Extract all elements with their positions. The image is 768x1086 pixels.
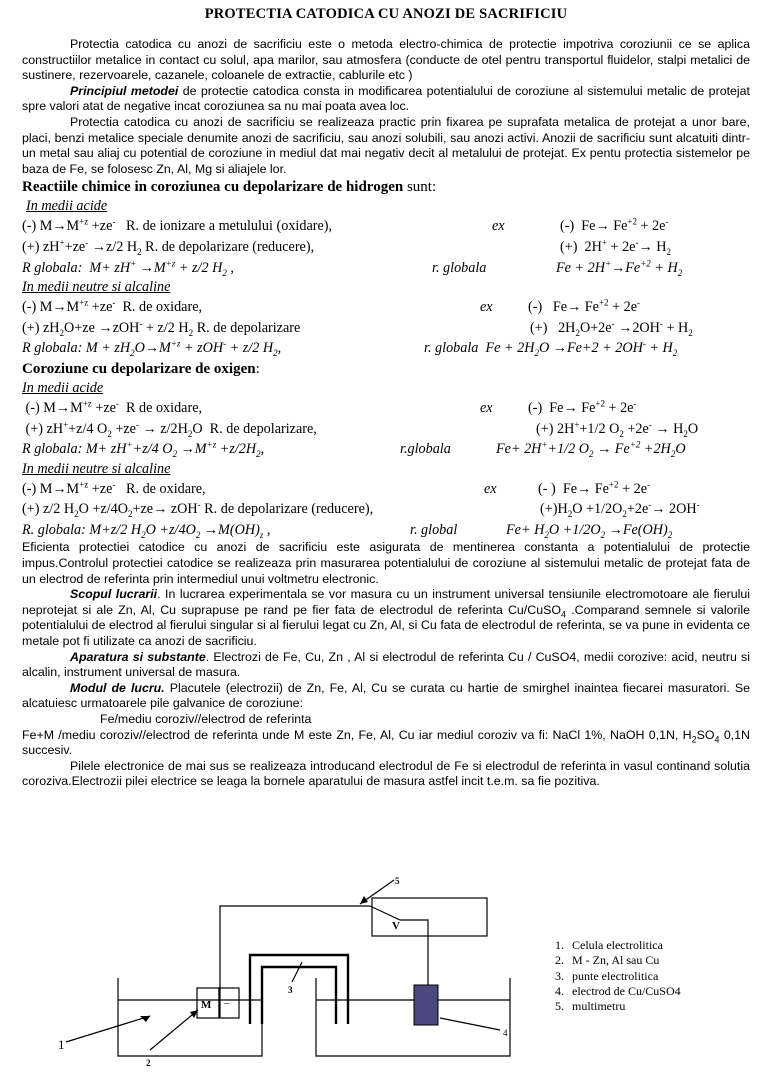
legend-clip: [540, 938, 681, 1013]
page-title: PROTECTIA CATODICA CU ANOZI DE SACRIFICIU: [204, 6, 568, 22]
purpose-text: . In lucrarea experimentala se vor masura cu un instrument universal tensiunile electromotoare ale fierului neprotejat si ale Zn, Al, Cu suprapuse pe rand pe fier fata de electrodul de referinta Cu/CuSO: [22, 587, 751, 617]
principle-text: de protectie catodica consta in modificarea potentialului de coroziune al sistemului metalic de protejat spre valori atat de negative incat coroziunea sa nu mai poata avea loc.: [22, 83, 751, 114]
neutral-media-label-1: In medii neutre si alcaline: [22, 279, 171, 296]
cell-formula-2-sub: 2: [691, 734, 697, 745]
cell-formula-2-mid: SO: [696, 727, 715, 742]
principle-heading: Principiul metodei: [70, 83, 179, 98]
legend-number: 2.: [555, 953, 564, 968]
legend-item: [540, 938, 681, 953]
acid-media-label-2: In medii acide: [22, 379, 104, 396]
callout-1: 1: [58, 1037, 65, 1052]
cell-formula-2-text: Fe+M /mediu coroziv//electrod de referinta unde M este Zn, Fe, Al, Cu iar mediul coroziv va fi: NaCl 1%, NaOH 0,1N, H: [22, 727, 692, 742]
assembly-paragraph: Pilele electronice de mai sus se realizeaza introducand electrodul de Fe si electrodul de referinta in vasul continand solutia coroziva.Electrozii pilei electrice se leaga la bornele aparatului de masura astfel incit t.e.m. sa fie pozitiva.: [22, 758, 750, 789]
legend-text: M - Zn, Al sau Cu: [572, 953, 660, 968]
reaction-line: R globala: M+ zH++z/4 $O_2 \to M^{+z} +z/2H_2$, r.globala Fe+ 2H++1/2 $O_2 \to Fe^{+2} +2H_2O$: [22, 439, 686, 459]
callout-2-line: [150, 1010, 198, 1050]
purpose-text-rest: .Comparand semnele si valorile potentialului de electrod al fierului singular si al fierului legat cu Zn, Al, si Cu fata de electrodul de referinta, se va pune in evidenta ce metale pot fi utilizate ca anozi de sacrificiu.: [22, 602, 750, 649]
reaction-line: (+) $zH_2O+ze \to zOH^- + z/2$ $H_2$ R. de depolarizare (+) $2H_2O+2e^- \to 2OH^- + H_2$: [22, 317, 693, 338]
electrode-m-label: M: [201, 999, 212, 1011]
legend-text: Celula electrolitica: [572, 938, 663, 952]
legend-number: 5.: [555, 999, 564, 1013]
legend-item: [540, 999, 681, 1013]
oxygen-heading-rest: :: [255, 360, 260, 377]
reaction-line: R globala: $M + zH_2O\to M^{+z} + zOH^- + z/2$ $H_2$, r. globala $Fe + 2H_2O \to Fe+2 + 2OH^- + H_2$: [22, 338, 678, 359]
intro-paragraph-1: Protectia catodica cu anozi de sacrificiu este o metoda electro-chimica de protectie impotriva coroziunii ce se aplica constructiilor metalice in contact cu solul, apa marilor, sau atmosfera (conducte de otel pentru transportul fluidelor, stalpi metalici de sustinere, rezervoarele, cazanele, coloanele de extractie, cablurile etc ): [22, 37, 750, 83]
hydrogen-heading-rest: sunt:: [403, 179, 437, 196]
reaction-line: R. globala: M+z/2 $H_2O +z/4O_2 \to M(OH)_z$ , r. global $Fe+ H_2O +1/2O_2 \to Fe(OH)_2$: [22, 521, 673, 540]
intro-paragraph-3: Protectia catodica cu anozi de sacrificiu se realizeaza practic prin fixarea pe suprafata metalica de protejat a unor bare, placi, benzi metalice speciale denumite anozi de sacrificiu, sau anozi solubili, sau anozi activi. Anozii de sacrificiu sunt alcatuiti dintr-un metal sau aliaj cu potential de coroziune in mediul dat mai negativ decit al metalului de protejat. Ex pentu protectia sistemelor pe baza de Fe, se folosesc Zn, Al, Mg si aliajele lor.: [22, 114, 750, 176]
callout-4-line: [440, 1018, 500, 1030]
purpose-subscript: 4: [561, 609, 567, 620]
callout-4: 4: [503, 1028, 508, 1038]
cell-formula-1: Fe/mediu coroziv//electrod de referinta: [100, 712, 312, 726]
hydrogen-heading-bold: Reactiile chimice in coroziunea cu depolarizare de hidrogen: [22, 179, 404, 196]
reaction-line: (-) $M\to M^{+z} +ze^-$ R. de ionizare a metulului (oxidare), ex (-) $Fe\to Fe^{+2} + 2e^-$: [22, 216, 669, 235]
efficiency-paragraph: Eficienta protectiei catodice cu anozi de sacrificiu este asigurata de mentinerea constanta a potentialului de protectie impus.Controlul protectiei catodice se realizeaza prin masurarea potentialului de coroziune al sistemului metalic de protejat fata de un electrod de referinta prin intermediul unui voltmetru electronic.: [22, 540, 750, 586]
method-heading: Modul de lucru.: [70, 680, 165, 695]
callout-5: 5: [395, 876, 400, 886]
reference-electrode: [414, 985, 438, 1025]
diagram-legend: [540, 938, 681, 1013]
legend-number: 1.: [555, 938, 564, 952]
legend-item: [540, 969, 681, 984]
neutral-media-label-2: In medii neutre si alcaline: [22, 460, 171, 477]
apparatus-text: . Electrozi de Fe, Cu, Zn , Al si electrodul de referinta Cu / CuSO4, medii corozive: acid, neutru si alcalin, instrument universal de masura.: [22, 649, 750, 680]
cell-formula-2-sub2: 4: [714, 734, 720, 745]
callout-3: 3: [288, 985, 293, 995]
reaction-line: (-) $M\to M^{+z} +ze^-$ R. de oxidare, ex (-) $Fe\to Fe^{+2} + 2e^-$: [22, 297, 641, 316]
legend-number: 3.: [555, 968, 564, 983]
legend-text: punte electrolitica: [572, 968, 659, 983]
salt-bridge-outer: [250, 955, 348, 1024]
legend-text: electrod de Cu/CuSO4: [572, 983, 681, 998]
callout-5-arrowhead: [360, 896, 368, 904]
callout-1-line: [66, 1016, 150, 1042]
reaction-line: R globala: $M+ zH^+ \to M^{+z} + z/2$ $H_2$ , r. globala $Fe + 2H^+\to Fe^{+2} + H_2$: [22, 257, 683, 278]
legend-text: multimetru: [572, 999, 626, 1013]
cell-formula-2-rest: 0,1N succesiv.: [22, 727, 750, 758]
callout-2: 2: [146, 1058, 151, 1068]
legend-number: 4.: [555, 983, 564, 998]
reaction-line: (-) $M\to M^{+z} +ze^-$ R de oxidare, ex (-) $Fe\to Fe^{+2} + 2e^-$: [22, 398, 637, 416]
legend-item: [540, 953, 681, 968]
method-text: Placutele (electrozii) de Zn, Fe, Al, Cu se curata cu hartie de smirghel inaintea fiecarei masuratori. Se alcatuiesc urmatoarele pile galvanice de coroziune:: [22, 680, 750, 711]
multimeter-box: [372, 898, 487, 936]
salt-bridge-inner: [262, 967, 336, 1024]
reaction-line: (+) zH++z/4 $O_2 +ze^- \to z/2H_2O$ R. de depolarizare, (+) 2H++1/2 $O_2 +2e^- \to H_2O$: [22, 418, 699, 439]
right-beaker: [316, 978, 510, 1056]
acid-media-label-1: In medii acide: [26, 198, 108, 215]
purpose-heading: Scopul lucrarii: [70, 587, 158, 602]
apparatus-heading: Aparatura si substante: [70, 649, 206, 664]
legend-item: [540, 984, 681, 999]
voltmeter-label: V: [392, 920, 400, 932]
reaction-line: (+) z/2 $H_2O +z/4O_2+ze\to zOH^-$ R. de depolarizare (reducere), $(+)H_2O +1/2O_2+2e^-\to 2OH^-$: [22, 499, 700, 520]
reaction-line: (+) zH++ze- →z/2 $H_2$ R. de depolarizare (reducere), (+) $2H^+ + 2e^-\to H_2$: [22, 237, 671, 257]
oxygen-heading-bold: Coroziune cu depolarizare de oxigen: [22, 360, 256, 377]
reaction-line: (-) $M\to M^{+z} +ze^-$ R. de oxidare, ex (- ) $Fe\to Fe^{+2} + 2e^-$: [22, 478, 651, 497]
electrode-minus-label: –: [224, 997, 230, 1009]
callout-3-line: [292, 962, 302, 982]
